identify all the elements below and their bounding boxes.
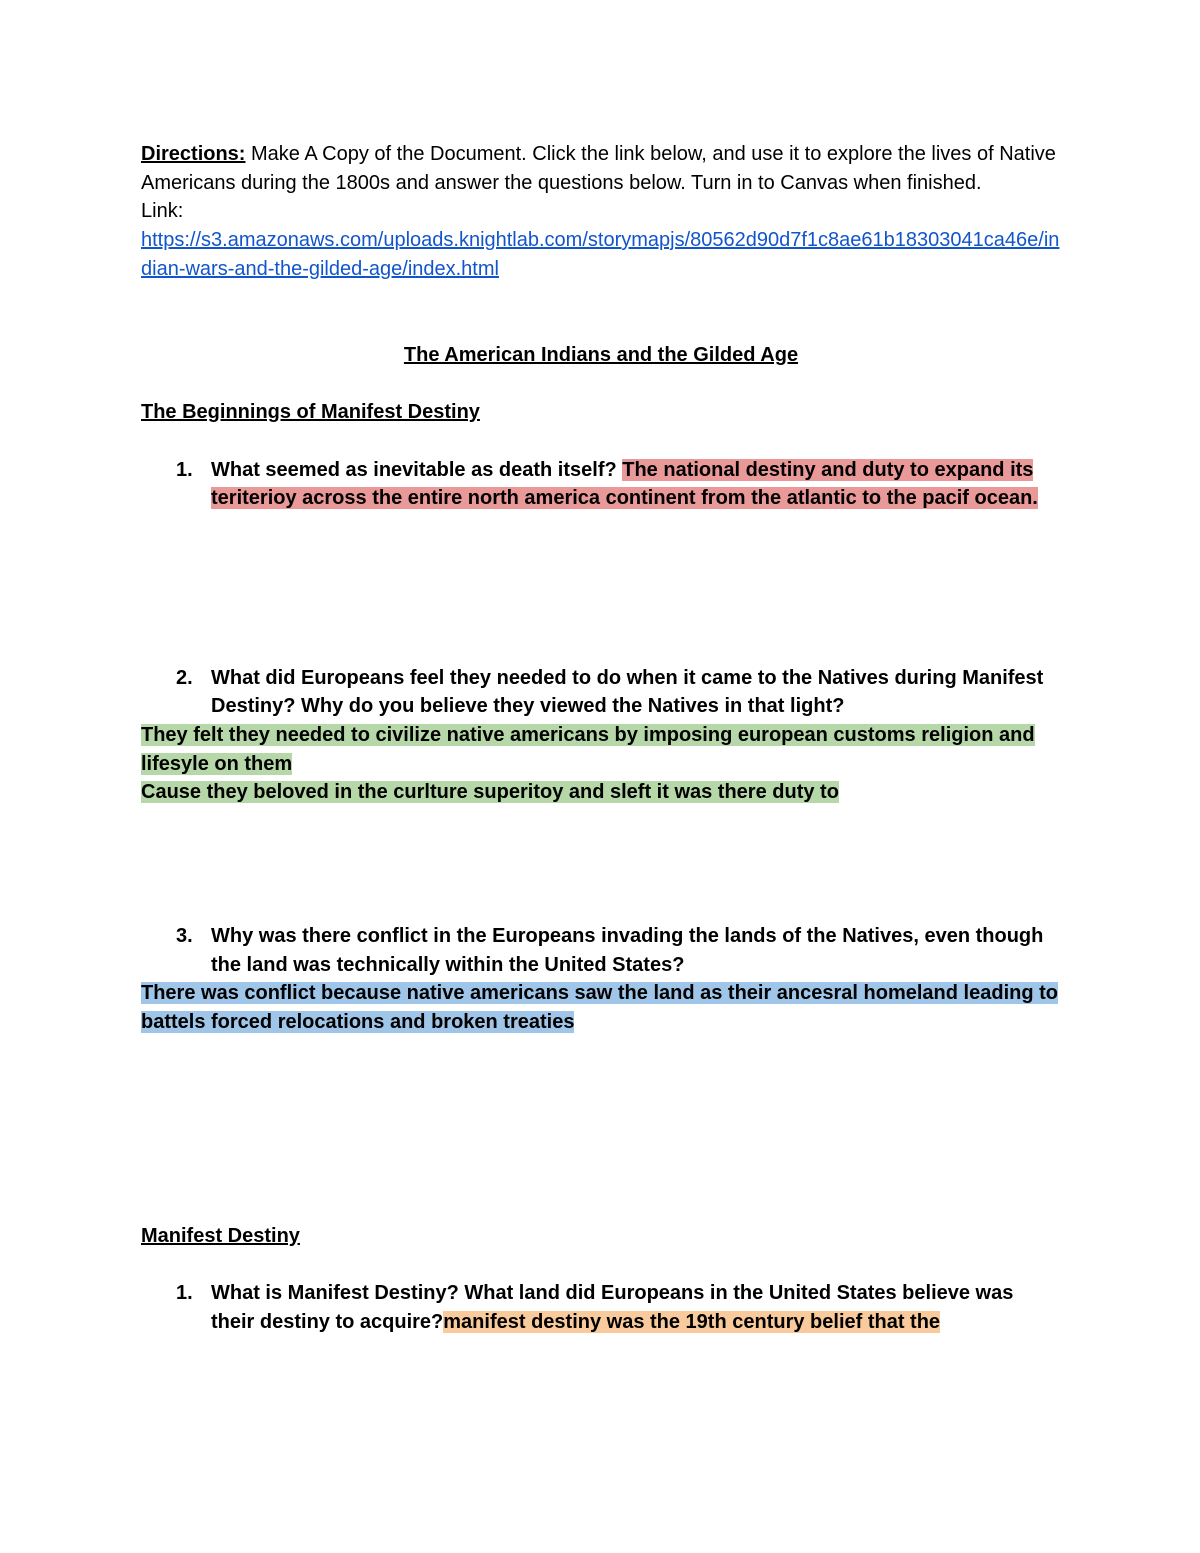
question-3	[141, 922, 1061, 979]
directions-text: Make A Copy of the Document. Click the link below, and use it to explore the lives of Native Americans during the 1800s and answer the questions below. Turn in to Canvas when finished.	[141, 143, 1056, 194]
question-2	[141, 664, 1061, 721]
answer-highlight-red[interactable]: The national destiny and duty to expand its teriterioy across the entire north america continent from the atlantic to the pacif ocean.	[211, 458, 1038, 510]
section-heading-manifest-destiny: Manifest Destiny	[141, 1224, 300, 1247]
question-text: What seemed as inevitable as death itself?	[211, 458, 623, 481]
answer-highlight-green[interactable]: Cause they beloved in the curlture superitoy and sleft it was there duty to	[141, 781, 839, 804]
directions-label: Directions:	[141, 143, 246, 165]
document-title: The American Indians and the Gilded Age	[403, 343, 799, 366]
question-text: What did Europeans feel they needed to do when it came to the Natives during Manifest Destiny? Why do you believe they viewed the Natives in that light?	[211, 666, 1044, 718]
section-heading-beginnings: The Beginnings of Manifest Destiny	[141, 401, 480, 424]
answer-2-line-2	[141, 778, 1061, 807]
question-number: 2.	[176, 666, 193, 689]
directions-paragraph	[141, 140, 1061, 197]
link-label: Link:	[141, 200, 184, 223]
question-md-1	[141, 1279, 1061, 1336]
answer-2-line-1	[141, 721, 1061, 778]
question-number: 1.	[176, 1282, 193, 1305]
answer-3	[141, 979, 1061, 1036]
answer-highlight-orange[interactable]: manifest destiny was the 19th century belief that the	[443, 1311, 941, 1333]
question-text: Why was there conflict in the Europeans invading the lands of the Natives, even though the land was technically within the United States?	[211, 924, 1044, 976]
question-number: 1.	[176, 458, 193, 481]
document-page	[141, 140, 1061, 1337]
question-number: 3.	[176, 924, 193, 947]
question-text: What is Manifest Destiny? What land did Europeans in the United States believe was their destiny to acquire?	[211, 1282, 1014, 1333]
answer-highlight-blue[interactable]: There was conflict because native americans saw the land as their ancesral homeland leading to battels forced relocations and broken treaties	[141, 982, 1058, 1034]
storymap-link[interactable]: https://s3.amazonaws.com/uploads.knightlab.com/storymapjs/80562d90d7f1c8ae61b18303041ca46e/indian-wars-and-the-gilded-age/index.html	[141, 229, 1060, 280]
question-1	[141, 456, 1061, 513]
answer-highlight-green[interactable]: They felt they needed to civilize native americans by imposing european customs religion and lifesyle on them	[141, 724, 1035, 775]
